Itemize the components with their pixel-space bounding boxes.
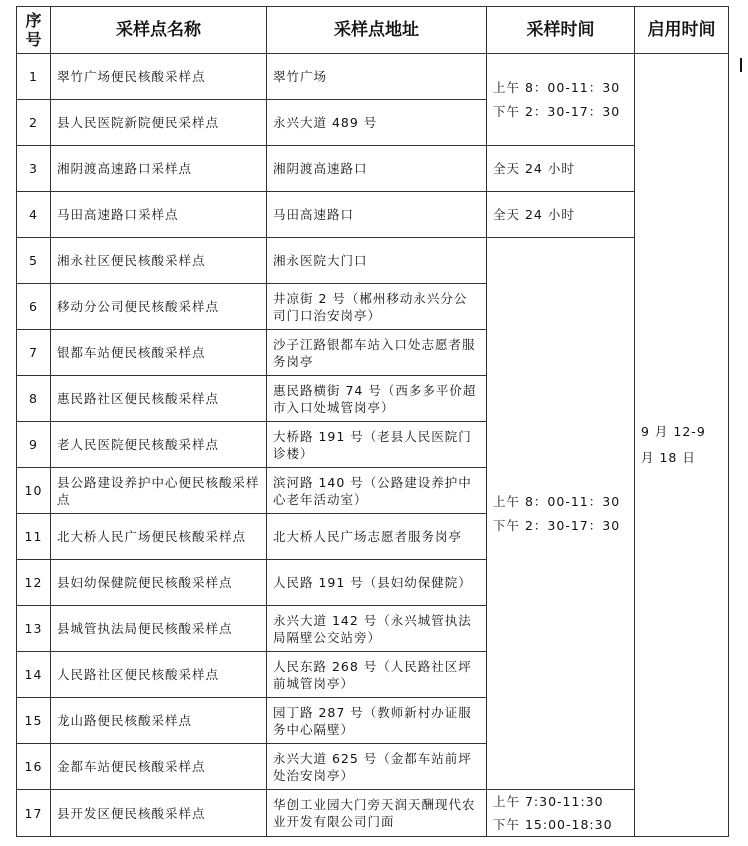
row-address: 北大桥人民广场志愿者服务岗亭 [267, 514, 487, 560]
row-no: 12 [17, 560, 51, 606]
table-row [17, 146, 729, 192]
time-line: 上午 7:30-11:30 [493, 794, 604, 809]
time-line: 上午 8：00-11：30 [493, 80, 621, 95]
row-no: 1 [17, 54, 51, 100]
header-start: 启用时间 [635, 7, 729, 54]
row-no: 8 [17, 376, 51, 422]
header-time: 采样时间 [487, 7, 635, 54]
row-name: 北大桥人民广场便民核酸采样点 [51, 514, 267, 560]
row-name: 人民路社区便民核酸采样点 [51, 652, 267, 698]
table-row [17, 238, 729, 284]
time-line: 上午 8：00-11：30 [493, 494, 621, 509]
row-address: 华创工业园大门旁天润天酬现代农业开发有限公司门面 [267, 790, 487, 837]
text-cursor [740, 58, 742, 72]
row-address: 马田高速路口 [267, 192, 487, 238]
row-no: 9 [17, 422, 51, 468]
row-name: 老人民医院便民核酸采样点 [51, 422, 267, 468]
row-address: 永兴大道 142 号（永兴城管执法局隔壁公交站旁） [267, 606, 487, 652]
row-time [487, 790, 635, 837]
row-address: 永兴大道 489 号 [267, 100, 487, 146]
table-row [17, 790, 729, 837]
row-no: 3 [17, 146, 51, 192]
row-no: 2 [17, 100, 51, 146]
row-no: 14 [17, 652, 51, 698]
table-header-row [17, 7, 729, 54]
row-no: 5 [17, 238, 51, 284]
time-line: 下午 15:00-18:30 [493, 817, 613, 832]
row-no: 10 [17, 468, 51, 514]
sampling-schedule-table [16, 6, 729, 837]
row-address: 井凉街 2 号（郴州移动永兴分公司门口治安岗亭） [267, 284, 487, 330]
row-address: 沙子江路银都车站入口处志愿者服务岗亭 [267, 330, 487, 376]
row-time: 全天 24 小时 [487, 146, 635, 192]
header-name: 采样点名称 [51, 7, 267, 54]
row-name: 移动分公司便民核酸采样点 [51, 284, 267, 330]
row-name: 县开发区便民核酸采样点 [51, 790, 267, 837]
row-address: 园丁路 287 号（教师新村办证服务中心隔壁） [267, 698, 487, 744]
row-time [487, 238, 635, 790]
row-address: 湘阴渡高速路口 [267, 146, 487, 192]
row-name: 县城管执法局便民核酸采样点 [51, 606, 267, 652]
row-no: 4 [17, 192, 51, 238]
row-address: 湘永医院大门口 [267, 238, 487, 284]
row-name: 翠竹广场便民核酸采样点 [51, 54, 267, 100]
row-name: 惠民路社区便民核酸采样点 [51, 376, 267, 422]
row-name: 金都车站便民核酸采样点 [51, 744, 267, 790]
row-no: 16 [17, 744, 51, 790]
row-no: 6 [17, 284, 51, 330]
row-time [487, 54, 635, 146]
row-address: 大桥路 191 号（老县人民医院门诊楼） [267, 422, 487, 468]
row-name: 县公路建设养护中心便民核酸采样点 [51, 468, 267, 514]
row-name: 县人民医院新院便民采样点 [51, 100, 267, 146]
row-name: 县妇幼保健院便民核酸采样点 [51, 560, 267, 606]
row-name: 银都车站便民核酸采样点 [51, 330, 267, 376]
row-no: 11 [17, 514, 51, 560]
table-row [17, 54, 729, 100]
header-address: 采样点地址 [267, 7, 487, 54]
row-address: 滨河路 140 号（公路建设养护中心老年活动室） [267, 468, 487, 514]
row-no: 7 [17, 330, 51, 376]
time-line: 下午 2：30-17：30 [493, 104, 621, 119]
row-address: 翠竹广场 [267, 54, 487, 100]
row-address: 永兴大道 625 号（金都车站前坪处治安岗亭） [267, 744, 487, 790]
row-name: 龙山路便民核酸采样点 [51, 698, 267, 744]
row-address: 惠民路横街 74 号（西多多平价超市入口处城管岗亭） [267, 376, 487, 422]
row-time: 全天 24 小时 [487, 192, 635, 238]
row-no: 15 [17, 698, 51, 744]
row-address: 人民东路 268 号（人民路社区坪前城管岗亭） [267, 652, 487, 698]
row-no: 17 [17, 790, 51, 837]
row-name: 马田高速路口采样点 [51, 192, 267, 238]
row-address: 人民路 191 号（县妇幼保健院） [267, 560, 487, 606]
table-row [17, 192, 729, 238]
start-period: 9 月 12-9 月 18 日 [635, 54, 729, 837]
time-line: 下午 2：30-17：30 [493, 518, 621, 533]
row-name: 湘阴渡高速路口采样点 [51, 146, 267, 192]
header-no: 序号 [17, 7, 51, 54]
row-name: 湘永社区便民核酸采样点 [51, 238, 267, 284]
row-no: 13 [17, 606, 51, 652]
